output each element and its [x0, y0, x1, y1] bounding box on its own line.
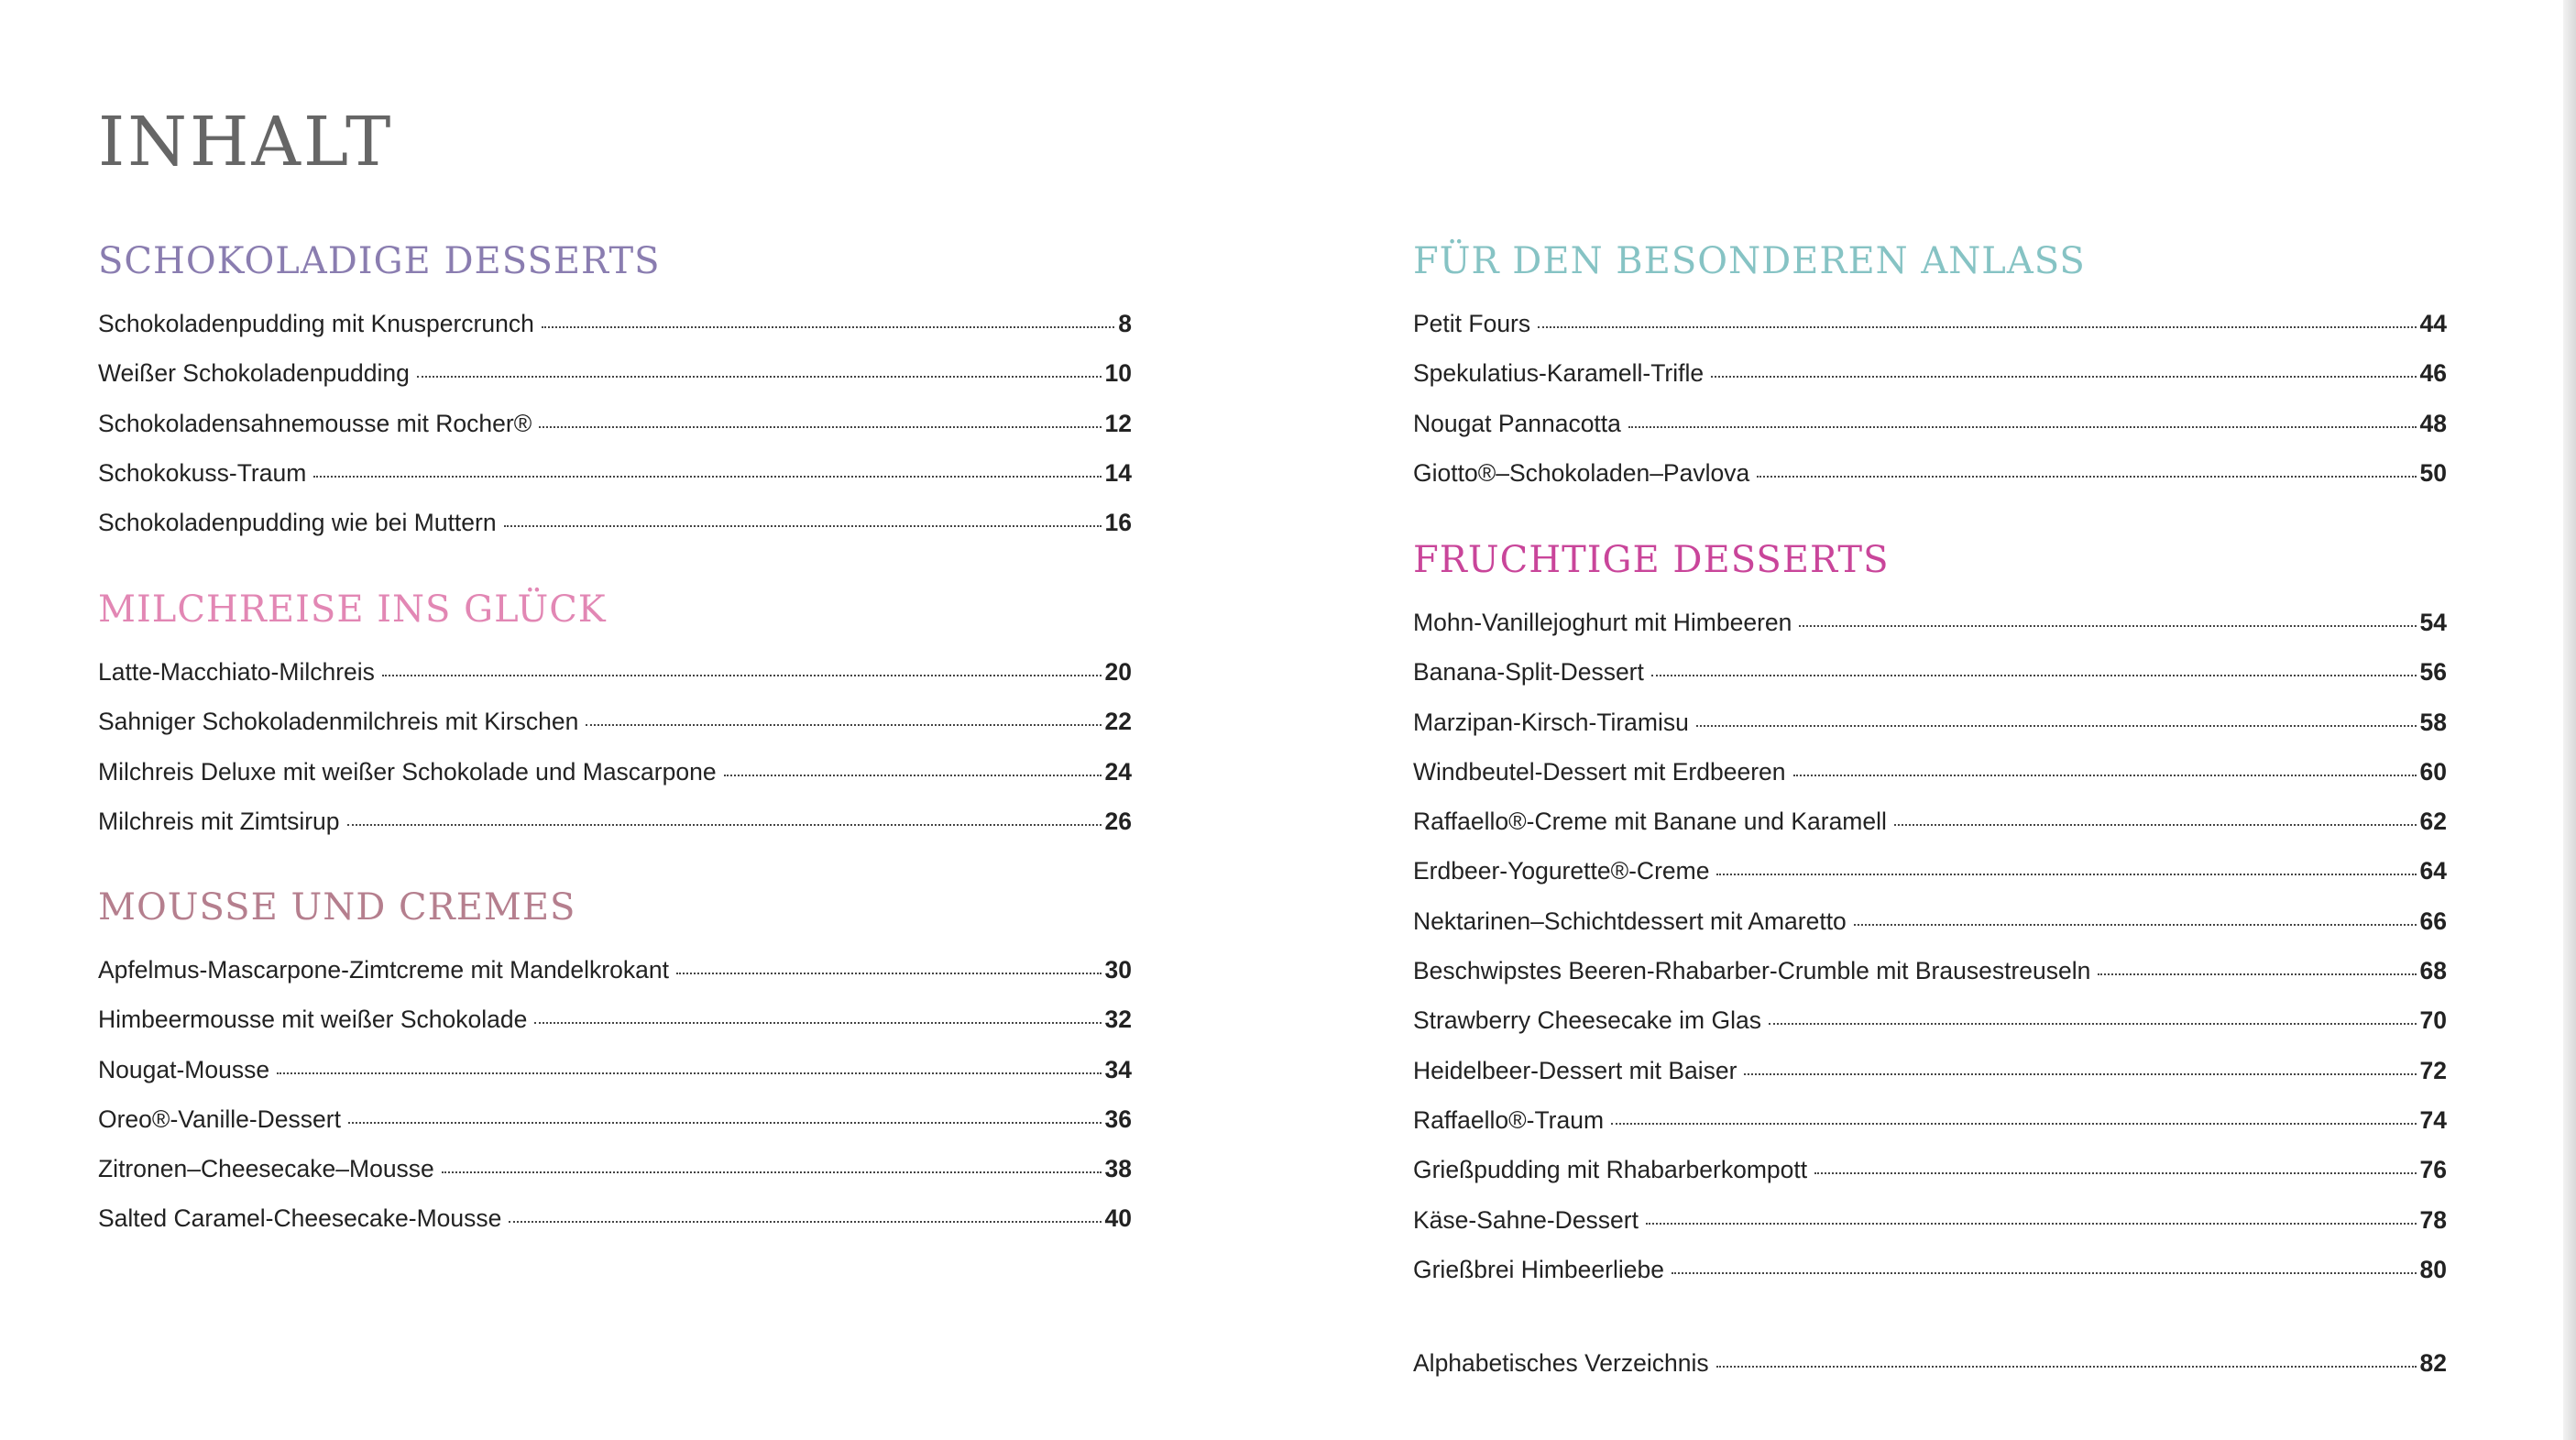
- entry-title: Banana-Split-Dessert: [1413, 658, 1644, 687]
- toc-entry[interactable]: [1413, 399, 2447, 448]
- toc-entry[interactable]: [98, 498, 1132, 547]
- toc-entry[interactable]: [1413, 946, 2447, 995]
- dot-leader: [1814, 1172, 2416, 1174]
- entry-page-number: 82: [2419, 1349, 2447, 1377]
- dot-leader: [1757, 476, 2416, 478]
- toc-entry[interactable]: [98, 697, 1132, 746]
- entry-page-number: 76: [2419, 1156, 2447, 1184]
- toc-entry[interactable]: [1413, 747, 2447, 797]
- dot-leader: [539, 426, 1101, 428]
- dot-leader: [1696, 725, 2417, 727]
- entry-title: Schokoladenpudding mit Knuspercrunch: [98, 310, 534, 337]
- entry-page-number: 20: [1104, 658, 1132, 686]
- dot-leader: [1716, 1366, 2417, 1368]
- entry-list: [98, 299, 1132, 547]
- entry-title: Apfelmus-Mascarpone-Zimtcreme mit Mandelkrokant: [98, 956, 669, 984]
- dot-leader: [348, 1122, 1102, 1124]
- entry-list: [98, 647, 1132, 846]
- entry-title: Mohn-Vanillejoghurt mit Himbeeren: [1413, 609, 1792, 636]
- toc-entry[interactable]: [98, 945, 1132, 995]
- entry-page-number: 10: [1104, 359, 1132, 388]
- toc-entry[interactable]: [1413, 598, 2447, 647]
- toc-entry[interactable]: [98, 1094, 1132, 1144]
- entry-title: Nougat-Mousse: [98, 1055, 270, 1083]
- toc-entry[interactable]: [1413, 348, 2447, 398]
- entry-page-number: 30: [1104, 956, 1132, 984]
- dot-leader: [1651, 675, 2417, 676]
- entry-page-number: 48: [2419, 409, 2447, 437]
- dot-leader: [277, 1072, 1101, 1074]
- section-heading: SCHOKOLADIGE DESSERTS: [98, 240, 661, 282]
- toc-entry[interactable]: [98, 995, 1132, 1044]
- entry-title: Heidelbeer-Dessert mit Baiser: [1413, 1056, 1737, 1084]
- entry-page-number: 26: [1104, 807, 1132, 835]
- dot-leader: [676, 973, 1102, 974]
- entry-page-number: 70: [2419, 1006, 2447, 1035]
- entry-title: Marzipan-Kirsch-Tiramisu: [1413, 708, 1689, 736]
- page-edge: [2563, 0, 2576, 1440]
- entry-title: Strawberry Cheesecake im Glas: [1413, 1006, 1761, 1035]
- dot-leader: [1854, 924, 2417, 926]
- dot-leader: [1611, 1123, 2416, 1125]
- toc-entry[interactable]: [98, 1193, 1132, 1243]
- section-milchreise-ins-glueck: [98, 587, 1132, 846]
- entry-title: Nougat Pannacotta: [1413, 409, 1621, 437]
- entry-page-number: 80: [2419, 1255, 2447, 1283]
- entry-title: Schokoladenpudding wie bei Muttern: [98, 509, 497, 537]
- entry-title: Zitronen–Cheesecake–Mousse: [98, 1155, 434, 1183]
- toc-entry[interactable]: [98, 647, 1132, 697]
- dot-leader: [586, 724, 1101, 726]
- entry-page-number: 22: [1104, 708, 1132, 736]
- dot-leader: [1672, 1272, 2417, 1274]
- entry-title: Schokoladensahnemousse mit Rocher®: [98, 409, 532, 437]
- entry-page-number: 66: [2419, 907, 2447, 935]
- entry-title: Oreo®-Vanille-Dessert: [98, 1105, 341, 1133]
- entry-title: Milchreis Deluxe mit weißer Schokolade und Mascarpone: [98, 757, 717, 786]
- entry-title: Sahniger Schokoladenmilchreis mit Kirschen: [98, 708, 579, 736]
- toc-entry[interactable]: [98, 348, 1132, 398]
- section-fuer-den-besonderen-anlass: [1413, 238, 2447, 498]
- entry-page-number: 36: [1104, 1105, 1132, 1133]
- dot-leader: [724, 775, 1102, 776]
- dot-leader: [2098, 973, 2416, 975]
- entry-title: Beschwipstes Beeren-Rhabarber-Crumble mit Brausestreuseln: [1413, 957, 2091, 985]
- entry-page-number: 64: [2419, 857, 2447, 885]
- section-heading: MILCHREISE INS GLÜCK: [98, 588, 607, 631]
- entry-title: Salted Caramel-Cheesecake-Mousse: [98, 1204, 502, 1233]
- entry-page-number: 16: [1104, 509, 1132, 537]
- entry-list: [1413, 598, 2447, 1294]
- toc-entry[interactable]: [1413, 846, 2447, 896]
- toc-entry[interactable]: [98, 448, 1132, 498]
- toc-entry[interactable]: [98, 1144, 1132, 1193]
- toc-entry[interactable]: [1413, 995, 2447, 1045]
- dot-leader: [509, 1221, 1101, 1223]
- entry-page-number: 14: [1104, 458, 1132, 487]
- toc-entry[interactable]: [1413, 299, 2447, 348]
- toc-entry[interactable]: [1413, 1046, 2447, 1095]
- entry-page-number: 24: [1104, 757, 1132, 786]
- entry-page-number: 54: [2419, 609, 2447, 636]
- dot-leader: [1628, 426, 2417, 428]
- entry-page-number: 74: [2419, 1105, 2447, 1134]
- entry-title: Grießbrei Himbeerliebe: [1413, 1255, 1664, 1283]
- toc-entry[interactable]: [1413, 1245, 2447, 1294]
- toc-entry[interactable]: [1413, 647, 2447, 697]
- toc-entry[interactable]: [98, 747, 1132, 797]
- dot-leader: [504, 525, 1102, 527]
- entry-title: Raffaello®-Traum: [1413, 1105, 1605, 1134]
- entry-title: Windbeutel-Dessert mit Erdbeeren: [1413, 757, 1786, 786]
- entry-title: Grießpudding mit Rhabarberkompott: [1413, 1156, 1808, 1184]
- dot-leader: [347, 824, 1102, 826]
- dot-leader: [1716, 874, 2416, 875]
- entry-page-number: 12: [1104, 409, 1132, 437]
- entry-page-number: 62: [2419, 808, 2447, 836]
- dot-leader: [1538, 326, 2416, 328]
- toc-entry[interactable]: [1413, 896, 2447, 946]
- dot-leader: [313, 476, 1101, 478]
- entry-list: [1413, 299, 2447, 498]
- entry-page-number: 56: [2419, 658, 2447, 687]
- entry-page-number: 46: [2419, 359, 2447, 388]
- section-fruchtige-desserts: [1413, 537, 2447, 1294]
- entry-page-number: 38: [1104, 1155, 1132, 1183]
- entry-page-number: 32: [1104, 1006, 1132, 1034]
- dot-leader: [534, 1022, 1101, 1024]
- entry-page-number: 50: [2419, 458, 2447, 487]
- entry-page-number: 58: [2419, 708, 2447, 736]
- toc-entry[interactable]: [98, 797, 1132, 846]
- toc-entry[interactable]: [1413, 1145, 2447, 1194]
- dot-leader: [442, 1171, 1102, 1173]
- entry-title: Raffaello®-Creme mit Banane und Karamell: [1413, 808, 1887, 836]
- toc-entry[interactable]: [1413, 448, 2447, 498]
- section-mousse-und-cremes: [98, 885, 1132, 1244]
- entry-title: Spekulatius-Karamell-Trifle: [1413, 359, 1705, 388]
- toc-entry[interactable]: [1413, 698, 2447, 747]
- entry-title: Himbeermousse mit weißer Schokolade: [98, 1006, 528, 1034]
- toc-entry[interactable]: [1413, 1195, 2447, 1245]
- entry-title: Latte-Macchiato-Milchreis: [98, 658, 375, 686]
- section-heading: FRUCHTIGE DESSERTS: [1413, 539, 1890, 581]
- page-title: INHALT: [98, 103, 394, 181]
- entry-page-number: 44: [2419, 310, 2447, 337]
- dot-leader: [1711, 376, 2416, 378]
- section-heading: MOUSSE UND CREMES: [98, 886, 576, 929]
- toc-entry[interactable]: [98, 299, 1132, 348]
- entry-page-number: 8: [1118, 310, 1132, 337]
- dot-leader: [1744, 1073, 2416, 1075]
- entry-title: Giotto®–Schokoladen–Pavlova: [1413, 458, 1750, 487]
- entry-title: Schokokuss-Traum: [98, 458, 307, 487]
- entry-page-number: 72: [2419, 1056, 2447, 1084]
- dot-leader: [1799, 625, 2416, 627]
- dot-leader: [382, 675, 1102, 676]
- dot-leader: [1793, 775, 2417, 776]
- section-schokoladige-desserts: [98, 238, 1132, 547]
- toc-entry[interactable]: [1413, 797, 2447, 846]
- entry-title: Alphabetisches Verzeichnis: [1413, 1349, 1709, 1377]
- dot-leader: [1646, 1223, 2417, 1225]
- toc-entry[interactable]: [98, 399, 1132, 448]
- entry-page-number: 40: [1104, 1204, 1132, 1233]
- entry-title: Milchreis mit Zimtsirup: [98, 807, 340, 835]
- dot-leader: [1894, 824, 2417, 826]
- entry-page-number: 34: [1104, 1055, 1132, 1083]
- entry-page-number: 68: [2419, 957, 2447, 985]
- entry-title: Käse-Sahne-Dessert: [1413, 1205, 1639, 1234]
- entry-list: [98, 945, 1132, 1244]
- dot-leader: [542, 326, 1114, 328]
- toc-entry[interactable]: [98, 1045, 1132, 1094]
- toc-entry-alphabetisches-verzeichnis[interactable]: [1413, 1338, 2447, 1388]
- dot-leader: [1769, 1023, 2417, 1025]
- section-heading: FÜR DEN BESONDEREN ANLASS: [1413, 240, 2086, 282]
- entry-title: Weißer Schokoladenpudding: [98, 359, 410, 388]
- dot-leader: [417, 376, 1102, 378]
- entry-page-number: 60: [2419, 757, 2447, 786]
- entry-title: Petit Fours: [1413, 310, 1531, 337]
- toc-entry[interactable]: [1413, 1095, 2447, 1145]
- entry-title: Nektarinen–Schichtdessert mit Amaretto: [1413, 907, 1847, 935]
- entry-page-number: 78: [2419, 1205, 2447, 1234]
- entry-title: Erdbeer-Yogurette®-Creme: [1413, 857, 1710, 885]
